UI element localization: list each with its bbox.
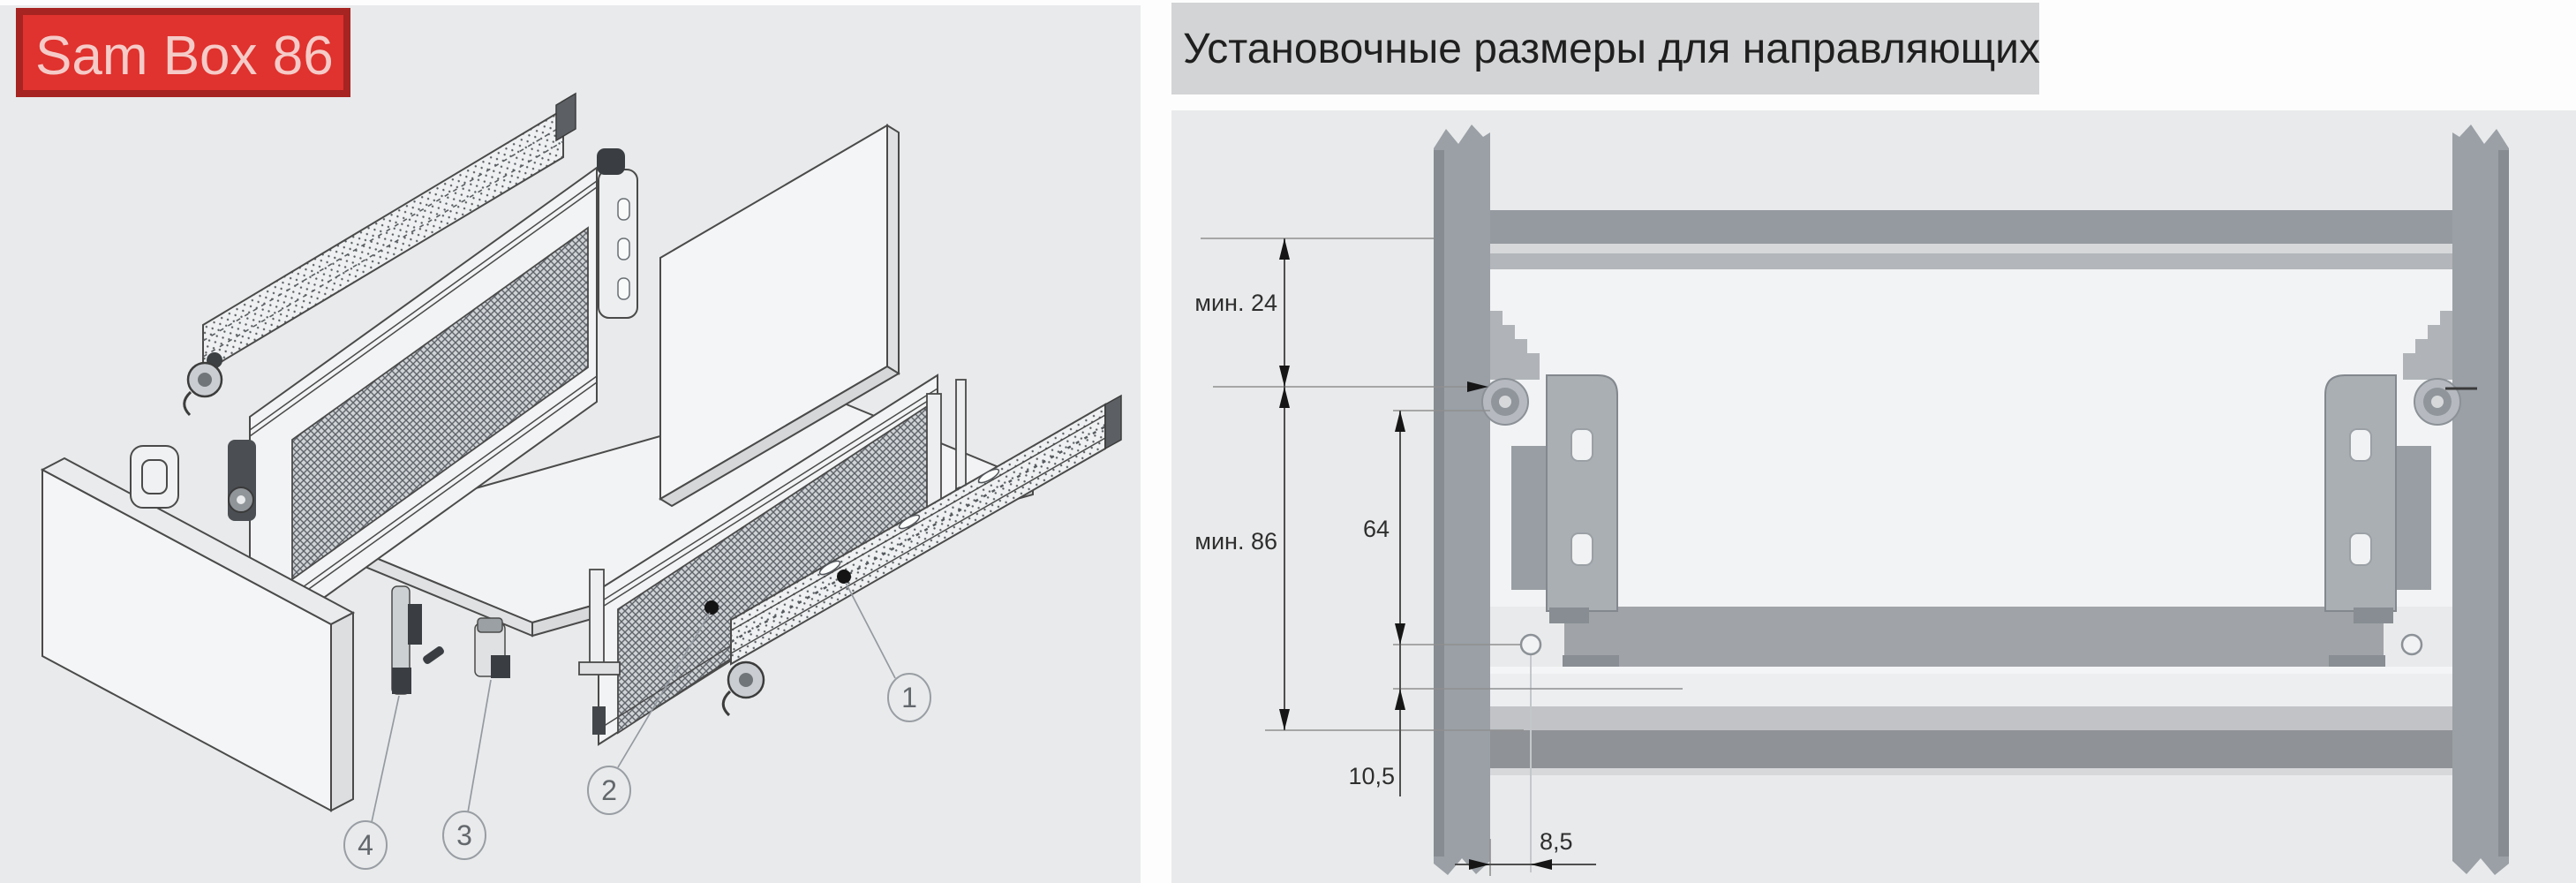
dim-label-min24: мин. 24 (1194, 290, 1277, 316)
callout-1-dot (837, 570, 851, 584)
product-banner (16, 8, 350, 97)
mounting-hole (1571, 429, 1593, 461)
bottom-rail (1490, 730, 2452, 768)
mounting-hole (2350, 533, 2371, 565)
rail-end-cap (1105, 396, 1121, 449)
front-screw-hole-right (2402, 635, 2422, 654)
section-title: Установочные размеры для направляющих (1183, 26, 2040, 72)
front-screw-hole-left (1521, 635, 1540, 654)
callout-2-dot (704, 600, 719, 615)
callout-4-number: 4 (358, 829, 373, 861)
front-bracket (590, 570, 604, 668)
dim-label-64: 64 (1362, 516, 1390, 542)
banner-title: Sam Box 86 (35, 26, 334, 87)
bracket-knob (597, 148, 625, 175)
left-panel-edge (1434, 150, 1444, 857)
callout-3-number: 3 (456, 819, 472, 851)
callout-1-number: 1 (901, 682, 917, 713)
drawer-cross-rail (1564, 607, 2384, 667)
dim-label-10-5: 10,5 (1348, 763, 1395, 789)
cabinet-opening (1490, 269, 2452, 607)
mounting-hole (2350, 429, 2371, 461)
mounting-hole (1571, 533, 1593, 565)
top-rail (1490, 210, 2452, 244)
dim-label-min86: мин. 86 (1194, 528, 1277, 555)
part-clip (475, 618, 510, 678)
right-panel-edge (2498, 150, 2509, 857)
slide-plate (1547, 375, 1617, 611)
callout-2-number: 2 (601, 774, 617, 806)
dim-label-8-5: 8,5 (1540, 828, 1573, 855)
exploded-view-panel (0, 5, 1141, 883)
installation-diagram-panel (1171, 3, 2576, 883)
left-panel-background (0, 5, 1141, 883)
railing-rod (956, 380, 966, 491)
slide-plate (2325, 375, 2396, 611)
part-cover-cap (131, 446, 178, 508)
